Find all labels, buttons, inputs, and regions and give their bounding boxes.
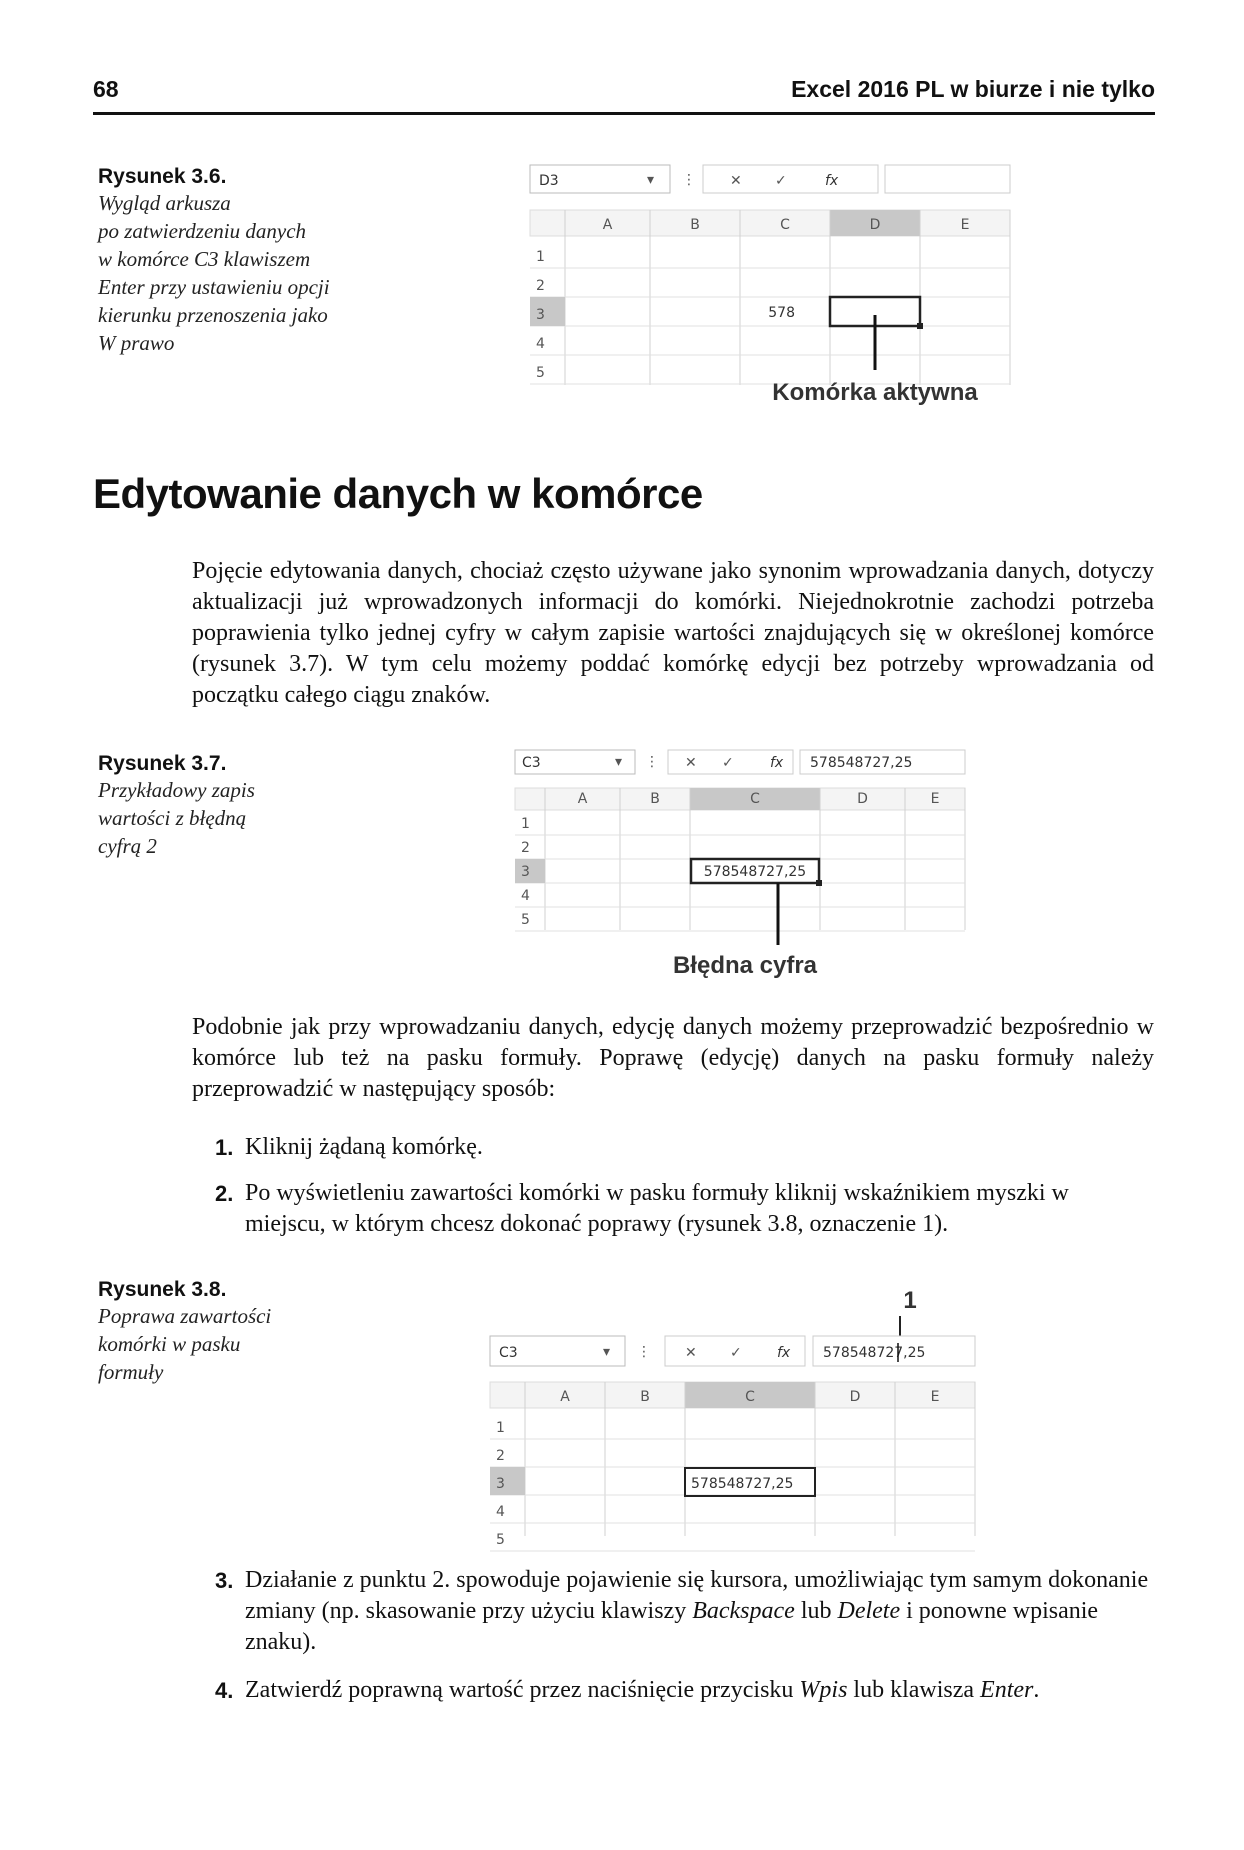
row-header[interactable]: 4 [496,1504,505,1520]
figure-caption-text: Wygląd arkusza po zatwierdzeniu danych w komórce C3 klawiszem Enter przy ustawieniu opcji kierunku przenoszenia jako W prawo [98,191,330,355]
column-header[interactable]: E [960,217,970,233]
enter-check-icon[interactable]: ✓ [730,1345,742,1361]
cancel-icon[interactable]: ✕ [685,1345,697,1361]
annotation-label: 1 [903,1287,917,1314]
row-header[interactable]: 3 [521,864,530,880]
column-header[interactable]: D [857,791,868,807]
list-item [215,1178,1155,1242]
formula-bar-value: 578548727,25 [810,755,913,771]
column-header[interactable]: C [750,791,760,807]
column-header[interactable]: B [650,791,660,807]
row-header[interactable]: 2 [536,278,545,294]
fx-icon[interactable]: fx [825,173,839,189]
cell-value: 578548727,25 [691,1476,794,1492]
separator-dots-icon: ⋮ [637,1344,651,1360]
name-box-value: C3 [499,1345,518,1361]
column-header[interactable]: C [780,217,790,233]
step-number: 4. [215,1678,234,1703]
figure-caption-3-6 [98,165,353,357]
step-number: 3. [215,1568,234,1593]
row-header[interactable]: 5 [521,912,530,928]
column-header[interactable]: C [745,1389,755,1405]
figure-caption-text: Przykładowy zapis wartości z błędną cyfrą 2 [98,778,255,858]
row-header[interactable]: 1 [521,816,530,832]
step-number: 2. [215,1181,234,1206]
row-header[interactable]: 3 [496,1476,505,1492]
figure-caption-3-8 [98,1278,353,1386]
page-number: 68 [93,76,119,102]
annotation-label: Komórka aktywna [772,379,978,406]
row-header[interactable]: 4 [521,888,530,904]
column-header[interactable]: B [640,1389,650,1405]
column-header[interactable]: B [690,217,700,233]
enter-check-icon[interactable]: ✓ [775,173,787,189]
dropdown-arrow-icon[interactable]: ▾ [615,754,623,770]
figure-label: Rysunek 3.8. [98,1278,227,1301]
row-header[interactable]: 5 [496,1532,505,1548]
column-header[interactable]: A [602,217,613,233]
row-header[interactable]: 2 [521,840,530,856]
figure-3-8-spreadsheet [485,1268,980,1548]
name-box-value: D3 [539,173,559,189]
paragraph-2: Podobnie jak przy wprowadzaniu danych, edycję danych możemy przeprowadzić bezpośrednio w komórce lub też na pasku formuły. Poprawę (edycję) danych na pasku formuły należy przeprowadzić w następujący sposób: [192,1014,1154,1102]
enter-check-icon[interactable]: ✓ [722,755,734,771]
figure-caption-text: Poprawa zawartości komórki w pasku formuły [98,1304,272,1384]
formula-bar-input[interactable] [885,165,1010,193]
page-header [93,72,1155,115]
row-header[interactable]: 2 [496,1448,505,1464]
step-text: Zatwierdź poprawną wartość przez naciśnięcie przycisku Wpis lub klawisza Enter. [245,1677,1040,1703]
row-header[interactable]: 5 [536,365,545,381]
figure-3-7-spreadsheet [510,745,970,980]
step-text: Kliknij żądaną komórkę. [245,1134,483,1160]
figure-caption-3-7 [98,752,353,860]
list-item [215,1565,1155,1661]
row-header[interactable]: 1 [496,1420,505,1436]
row-header[interactable]: 4 [536,336,545,352]
dropdown-arrow-icon[interactable]: ▾ [603,1344,611,1360]
row-header[interactable]: 1 [536,249,545,265]
column-header[interactable]: E [930,791,940,807]
column-header[interactable]: A [560,1389,570,1405]
fill-handle[interactable] [917,323,923,329]
column-header[interactable]: E [930,1389,940,1405]
separator-dots-icon: ⋮ [645,754,659,770]
annotation-label: Błędna cyfra [672,952,818,979]
fx-icon[interactable]: fx [770,755,784,771]
separator-dots-icon: ⋮ [682,172,696,188]
figure-3-6-spreadsheet [525,160,1015,406]
figure-label: Rysunek 3.6. [98,165,227,188]
figure-label: Rysunek 3.7. [98,752,227,775]
cancel-icon[interactable]: ✕ [730,173,742,189]
step-text: Po wyświetleniu zawartości komórki w pasku formuły kliknij wskaźnikiem myszki w miejscu, w którym chcesz dokonać poprawy (rysunek 3.8, oznaczenie 1). [245,1180,1069,1237]
fill-handle[interactable] [816,880,822,886]
column-header[interactable]: A [577,791,588,807]
formula-bar-value: 578548727,25 [823,1345,926,1361]
section-heading: Edytowanie danych w komórce [93,470,703,517]
running-title: Excel 2016 PL w biurze i nie tylko [791,76,1155,102]
list-item [215,1132,1155,1164]
fx-icon[interactable]: fx [777,1345,791,1361]
step-text: Działanie z punktu 2. spowoduje pojawienie się kursora, umożliwiając tym samym dokonanie zmiany (np. skasowanie przy użyciu klawiszy Backspace lub Delete i ponowne wpisanie znaku). [245,1567,1149,1655]
step-number: 1. [215,1135,234,1160]
row-header[interactable]: 3 [536,307,545,323]
list-item [215,1675,1155,1707]
cancel-icon[interactable]: ✕ [685,755,697,771]
name-box-value: C3 [522,755,541,771]
dropdown-arrow-icon[interactable]: ▾ [647,172,655,188]
cell-value: 578548727,25 [703,864,807,880]
paragraph-1: Pojęcie edytowania danych, chociaż często używane jako synonim wprowadzania danych, dotyczy aktualizacji już wprowadzonych informacji do komórki. Niejednokrotnie zachodzi potrzeba poprawienia tylko jednej cyfry w całym zapisie wartości znajdujących się w określonej komórce (rysunek 3.7). W tym celu możemy poddać komórkę edycji bez potrzeby wprowadzania od początku całego ciągu znaków. [192,558,1154,708]
column-header[interactable]: D [869,217,881,233]
cell-value: 578 [768,305,795,321]
column-header[interactable]: D [849,1389,861,1405]
